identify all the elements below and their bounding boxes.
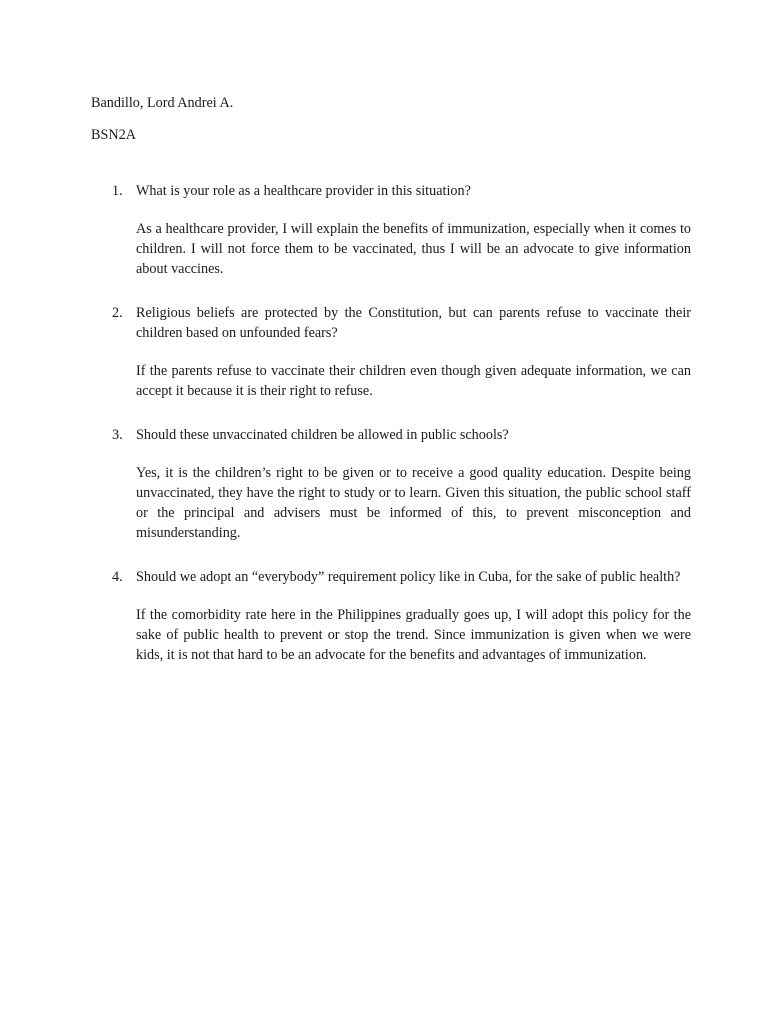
question-list [0,181,768,689]
answer-text: As a healthcare provider, I will explain the benefits of immunization, especially when it comes to children. I will not force them to be vaccinated, thus I will be an advocate to give information about vaccines. [136,221,691,277]
question-number: 4. [112,569,123,585]
question-item-2 [0,303,768,401]
question-text: Should we adopt an “everybody” requirement policy like in Cuba, for the sake of public health? [136,569,681,585]
answer-text: If the comorbidity rate here in the Philippines gradually goes up, I will adopt this policy for the sake of public health to prevent or stop the trend. Since immunization is given when we were kids, it is not that hard to be an advocate for the benefits and advantages of immunization. [136,607,691,663]
question-number: 2. [112,305,123,321]
question-number: 3. [112,427,123,443]
question-text: Religious beliefs are protected by the Constitution, but can parents refuse to vaccinate their children based on unfounded fears? [136,305,691,341]
student-section: BSN2A [91,127,136,143]
answer-text: If the parents refuse to vaccinate their children even though given adequate information, we can accept it because it is their right to refuse. [136,363,691,399]
question-text: What is your role as a healthcare provider in this situation? [136,183,471,199]
question-item-3 [0,425,768,543]
question-item-4 [0,567,768,665]
student-name: Bandillo, Lord Andrei A. [91,95,234,111]
question-number: 1. [112,183,123,199]
answer-text: Yes, it is the children’s right to be given or to receive a good quality education. Despite being unvaccinated, they have the right to study or to learn. Given this situation, the public school staff or the principal and advisers must be informed of this, to prevent misconception and misunderstanding. [136,465,691,541]
question-item-1 [0,181,768,279]
question-text: Should these unvaccinated children be allowed in public schools? [136,427,509,443]
